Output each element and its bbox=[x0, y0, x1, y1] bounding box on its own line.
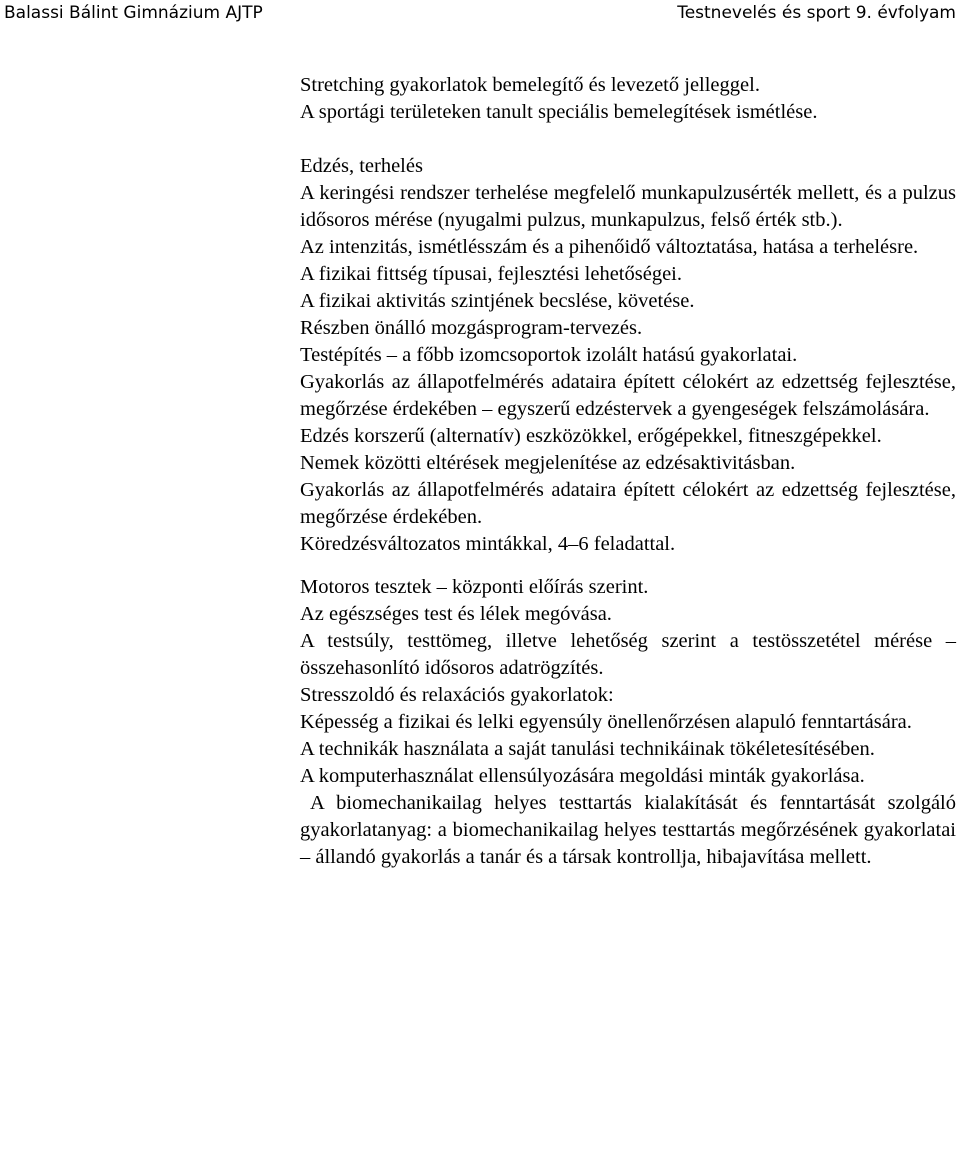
paragraph-spacer bbox=[300, 126, 956, 153]
paragraph: Motoros tesztek – központi előírás szerint. bbox=[300, 576, 649, 598]
paragraph: Stretching gyakorlatok bemelegítő és levezető jelleggel. bbox=[300, 74, 760, 96]
paragraph: Stresszoldó és relaxációs gyakorlatok: bbox=[300, 684, 614, 706]
paragraph: A biomechanikailag helyes testtartás kialakítását és fenntartását szolgáló gyakorlatanyag: a biomechanikailag helyes testtartás megőrzésének gyakorlatai – állandó gyakorlás a tanár és a társak kontrollja, hibajavítása mellett. bbox=[300, 792, 956, 868]
paragraph: Gyakorlás az állapotfelmérés adataira épített célokért az edzettség fejlesztése, megőrzése érdekében – egyszerű edzéstervek a gyengeségek felszámolására. bbox=[300, 371, 956, 420]
paragraph: A fizikai aktivitás szintjének becslése, követése. bbox=[300, 290, 695, 312]
paragraph: Testépítés – a főbb izomcsoportok izolált hatású gyakorlatai. bbox=[300, 344, 798, 366]
paragraph: A keringési rendszer terhelése megfelelő munkapulzusérték mellett, és a pulzus idősoros mérése (nyugalmi pulzus, munkapulzus, felső érték stb.). bbox=[300, 182, 956, 231]
page-header bbox=[0, 0, 960, 28]
paragraph: Képesség a fizikai és lelki egyensúly önellenőrzésen alapuló fenntartására. bbox=[300, 711, 912, 733]
paragraph: Nemek közötti eltérések megjelenítése az edzésaktivitásban. bbox=[300, 452, 796, 474]
header-subject-grade: Testnevelés és sport 9. évfolyam bbox=[677, 3, 956, 23]
paragraph: Az intenzitás, ismétlésszám és a pihenőidő változtatása, hatása a terhelésre. bbox=[300, 236, 919, 258]
paragraph: A fizikai fittség típusai, fejlesztési lehetőségei. bbox=[300, 263, 682, 285]
paragraph: Köredzésváltozatos mintákkal, 4–6 feladattal. bbox=[300, 533, 676, 555]
paragraph: A komputerhasználat ellensúlyozására megoldási minták gyakorlása. bbox=[300, 765, 865, 787]
paragraph: A testsúly, testtömeg, illetve lehetőség szerint a testösszetétel mérése – összehasonlító idősoros adatrögzítés. bbox=[300, 630, 956, 679]
header-school-name: Balassi Bálint Gimnázium AJTP bbox=[4, 3, 263, 23]
paragraph: Az egészséges test és lélek megóvása. bbox=[300, 603, 612, 625]
paragraph: Részben önálló mozgásprogram-tervezés. bbox=[300, 317, 643, 339]
paragraph: A technikák használata a saját tanulási technikáinak tökéletesítésében. bbox=[300, 738, 875, 760]
document-body bbox=[300, 72, 956, 871]
paragraph: A sportági területeken tanult speciális bemelegítések ismétlése. bbox=[300, 101, 818, 123]
paragraph: Edzés korszerű (alternatív) eszközökkel, erőgépekkel, fitneszgépekkel. bbox=[300, 425, 882, 447]
section-heading: Edzés, terhelés bbox=[300, 155, 423, 177]
paragraph-spacer bbox=[300, 558, 956, 574]
paragraph: Gyakorlás az állapotfelmérés adataira épített célokért az edzettség fejlesztése, megőrzése érdekében. bbox=[300, 479, 956, 528]
